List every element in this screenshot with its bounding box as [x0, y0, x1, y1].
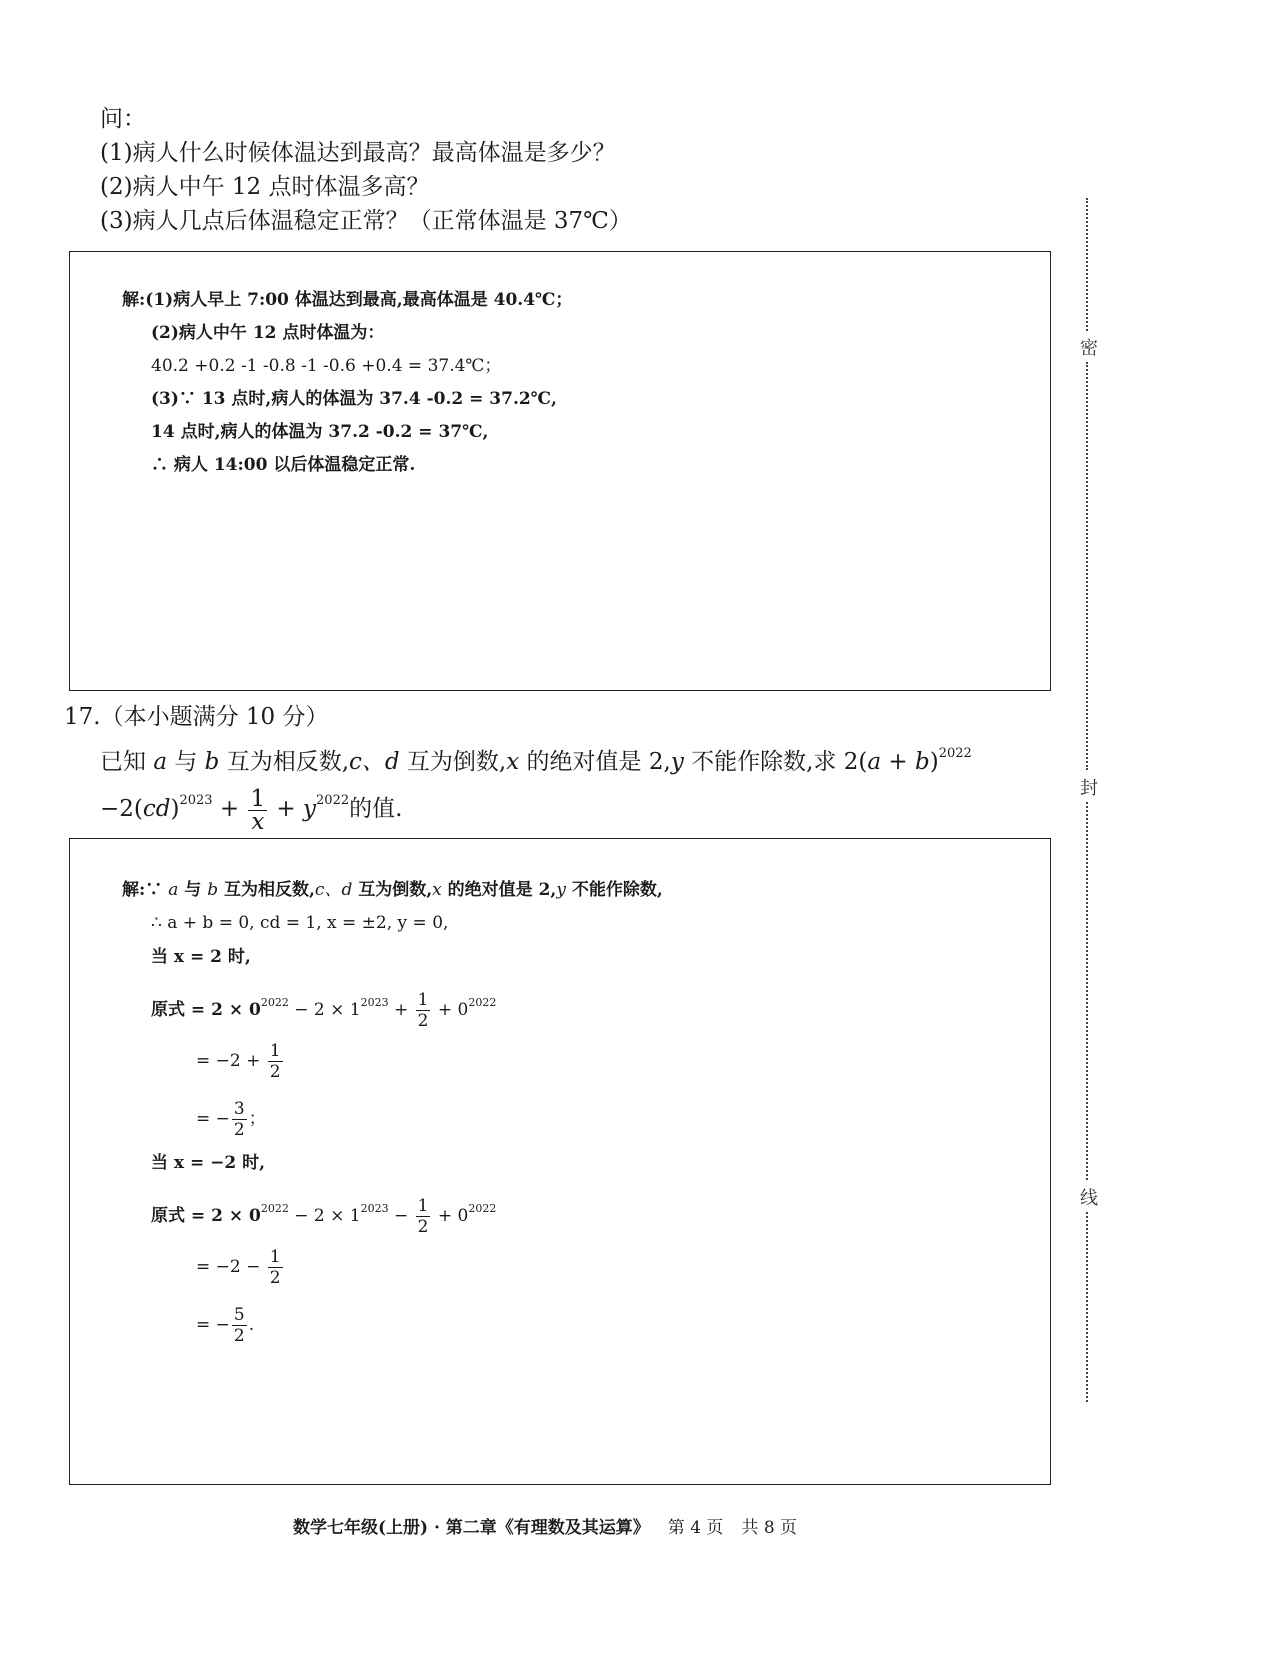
ans16-line1: 解:(1)病人早上 7:00 体温达到最高,最高体温是 40.4℃；: [122, 290, 573, 310]
q16-sub2: (2)病人中午 12 点时体温多高？: [100, 174, 430, 200]
seal-label-feng: 封: [1080, 778, 1098, 799]
ans16-line5: 14 点时,病人的体温为 37.2 -0.2 = 37℃,: [151, 422, 489, 442]
half-fraction: $\frac{1}{2}$: [417, 990, 429, 1031]
ans17-line4: 原式 = $2 \times 0^{2022} - 2 \times 1^{2023}$ + $\frac{1}{2}$ + $0^{2022}$: [151, 990, 497, 1031]
q17-line2: −2(cd)$^{2023}$ + $\frac{1}{x}$ + $y^{2022}$的值.: [100, 785, 403, 835]
q17-line1: 已知 a 与 b 互为相反数,c、d 互为倒数,x 的绝对值是 2,y 不能作除数,求 $2(a + b)^{2022}$: [100, 746, 972, 775]
q17-header: 17.（本小题满分 10 分）: [64, 704, 329, 730]
ans16-line2: (2)病人中午 12 点时体温为：: [151, 323, 385, 343]
ans17-line6: = − $\frac{3}{2}$ ；: [196, 1099, 266, 1140]
q16-sub1: (1)病人什么时候体温达到最高？最高体温是多少？: [100, 140, 616, 166]
ans17-line1: 解:∵ a 与 b 互为相反数,c、d 互为倒数,x 的绝对值是 2,y 不能作除数,: [122, 880, 663, 900]
ans17-line3: 当 x = 2 时,: [151, 947, 251, 967]
seal-line-top: [1086, 198, 1088, 331]
ans17-line10: = − $\frac{5}{2}$ .: [196, 1305, 255, 1346]
footer-total: 共 8 页: [741, 1518, 798, 1538]
q16-ask: 问：: [100, 106, 146, 132]
ans16-line4: (3)∵ 13 点时,病人的体温为 37.4 -0.2 = 37.2℃,: [151, 389, 557, 409]
ans17-line7: 当 x = −2 时,: [151, 1153, 266, 1173]
seal-line-middle: [1086, 362, 1088, 770]
seal-line-lower: [1086, 802, 1088, 1180]
page-footer: [0, 1513, 1090, 1538]
ans17-line5: = −2 + $\frac{1}{2}$: [196, 1041, 281, 1082]
seal-label-mi: 密: [1080, 338, 1098, 359]
one-over-x-fraction: $\frac{1}{x}$: [250, 785, 266, 835]
seal-label-xian: 线: [1080, 1188, 1098, 1209]
ans16-line3: 40.2 +0.2 -1 -0.8 -1 -0.6 +0.4 = 37.4℃；: [151, 356, 502, 376]
footer-page: 第 4 页: [667, 1518, 724, 1538]
ans17-line9: = −2 − $\frac{1}{2}$: [196, 1247, 281, 1288]
ans16-line6: ∴ 病人 14:00 以后体温稳定正常.: [151, 455, 416, 475]
footer-title: 数学七年级(上册) · 第二章《有理数及其运算》: [292, 1518, 650, 1538]
ans17-line8: 原式 = $2 \times 0^{2022} - 2 \times 1^{2023}$ − $\frac{1}{2}$ + $0^{2022}$: [151, 1196, 497, 1237]
ans17-line2: ∴ a + b = 0, cd = 1, x = ±2, y = 0,: [151, 913, 449, 933]
seal-line-bottom: [1086, 1212, 1088, 1402]
q16-sub3: (3)病人几点后体温稳定正常？（正常体温是 37℃）: [100, 208, 632, 234]
